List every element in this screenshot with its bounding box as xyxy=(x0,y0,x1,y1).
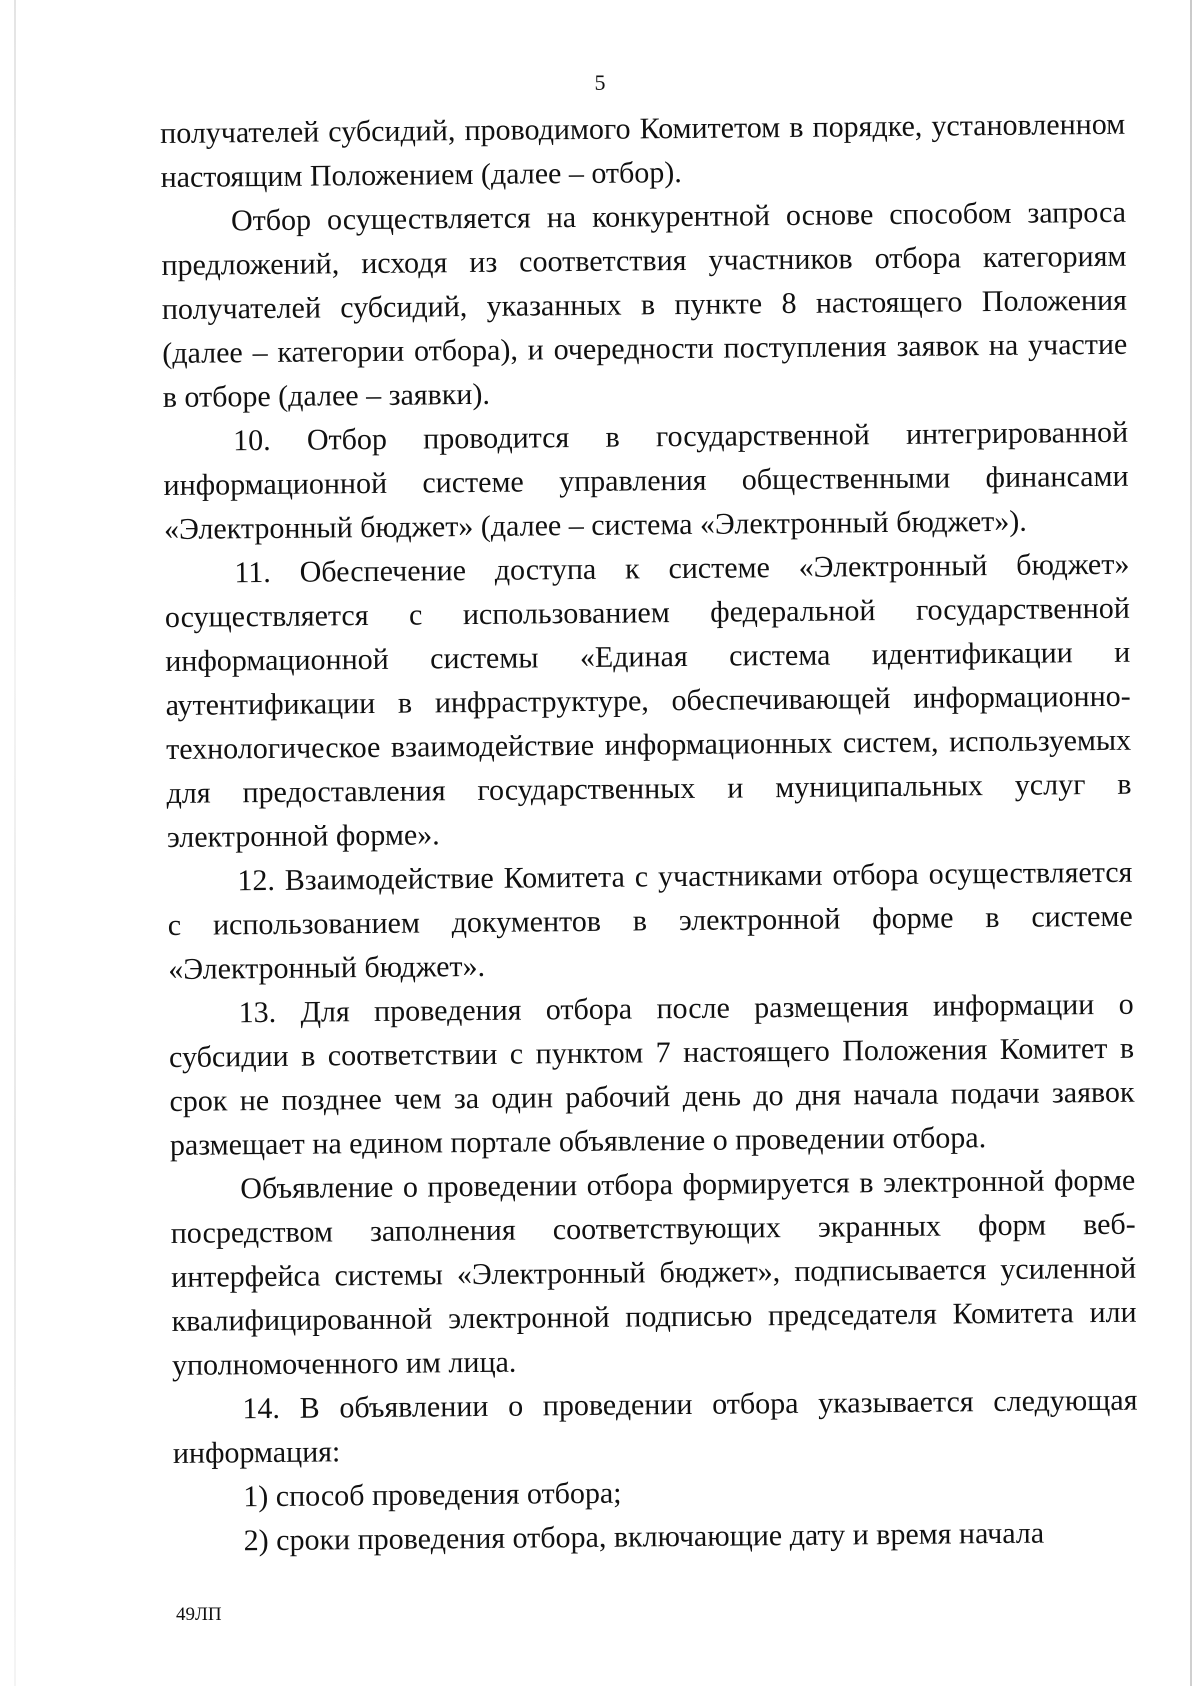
paragraph-13: 13. Для проведения отбора после размещения информации о субсидии в соответствии с пунктом 7 настоящего Положения Комитет в срок не позднее чем за один рабочий день до дня начала подачи заявок размещает на едином портале объявление о проведении отбора. xyxy=(168,987,1135,1162)
paragraph-continuation: получателей субсидий, проводимого Комитетом в порядке, установленном настоящим Положением (далее – отбор). xyxy=(160,107,1126,194)
paragraph-11: 11. Обеспечение доступа к системе «Электронный бюджет» осуществляется с использованием федеральной государственной информационной системы «Единая система идентификации и аутентификации в инфраструктуре, обеспечивающей информационно-технологическое взаимодействие информационных систем, используемых для предоставления государственных и муниципальных услуг в электронной форме». xyxy=(164,547,1132,854)
scan-edge-right xyxy=(1190,0,1192,1686)
scan-edge-left xyxy=(14,0,16,1686)
paragraph-selection-method: Отбор осуществляется на конкурентной основе способом запроса предложений, исходя из соответствия участников отбора категориям получателей субсидий, указанных в пункте 8 настоящего Положения (далее – категории отбора), и очередности поступления заявок на участие в отборе (далее – заявки). xyxy=(161,195,1128,414)
paragraph-12: 12. Взаимодействие Комитета с участниками отбора осуществляется с использованием документов в электронной форме в системе «Электронный бюджет». xyxy=(167,855,1133,986)
list-item-2: 2) сроки проведения отбора, включающие дату и время начала xyxy=(243,1516,1045,1558)
footer-code: 49ЛП xyxy=(176,1604,222,1625)
list-item-1: 1) способ проведения отбора; xyxy=(243,1476,622,1514)
page-number: 5 xyxy=(594,70,606,95)
paragraph-10: 10. Отбор проводится в государственной интегрированной информационной системе управления общественными финансами «Электронный бюджет» (далее – система «Электронный бюджет»). xyxy=(163,415,1129,546)
paragraph-14: 14. В объявлении о проведении отбора указывается следующая информация: xyxy=(172,1383,1138,1470)
document-body xyxy=(160,103,1139,1564)
paragraph-announcement: Объявление о проведении отбора формируется в электронной форме посредством заполнения соответствующих экранных форм веб-интерфейса системы «Электронный бюджет», подписывается усиленной квалифицированной электронной подписью председателя Комитета или уполномоченного им лица. xyxy=(170,1163,1137,1382)
